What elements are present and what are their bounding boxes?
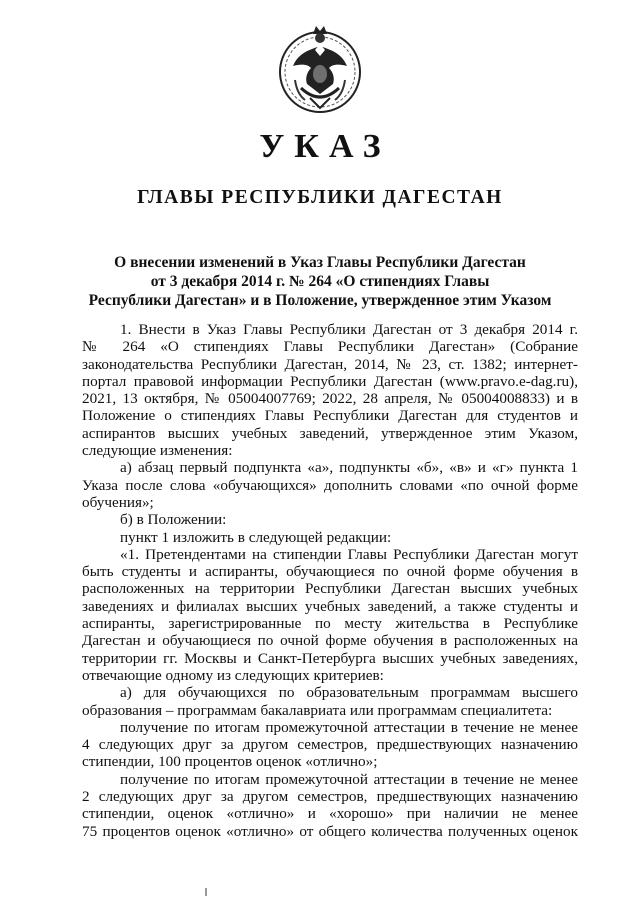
body-line: пункт 1 изложить в следующей редакции: [120, 528, 392, 546]
body-line: б) в Положении: [120, 511, 227, 529]
body-line: стипендии, оценок «отлично» и «хорошо» при наличии не менее [82, 805, 578, 823]
body-line: портал правовой информации Республики Дагестан (www.pravo.e-dag.ru), [82, 372, 578, 390]
body-line: Положение о стипендиях Главы Республики Дагестан для студентов и [82, 407, 578, 425]
body-line: 2 следующих друг за другом семестров, предшествующих назначению [82, 788, 578, 806]
body-line: заведениях и филиалах высших учебных заведений, а также студенты и [82, 597, 578, 615]
body-line: законодательства Республики Дагестан, 2014, № 23, ст. 1382; интернет- [82, 355, 578, 373]
body-line: 2021, 13 октября, № 05004007769; 2022, 28 апреля, № 05004008833) и в [82, 390, 578, 408]
body-line: отвечающие одному из следующих критериев: [82, 666, 384, 684]
coat-of-arms-emblem [275, 20, 365, 120]
document-body [82, 321, 578, 840]
body-line: получение по итогам промежуточной аттестации в течение не менее [120, 718, 578, 736]
body-line: Дагестан и обучающиеся по очной форме обучения в расположенных на [82, 632, 578, 650]
body-line: образования – программам бакалавриата или программам специалитета: [82, 701, 553, 719]
body-line: аспирантов высших учебных заведений, утвержденное этим Указом, [82, 424, 578, 442]
scan-artifact-mark [205, 888, 207, 896]
body-line: а) абзац первый подпункта «а», подпункты «б», «в» и «г» пункта 1 [120, 459, 578, 477]
body-line: обучения»; [82, 493, 154, 511]
heading-line: Республики Дагестан» и в Положение, утвержденное этим Указом [88, 292, 552, 309]
body-line: Указа после слова «обучающихся» дополнить словами «по очной форме [82, 476, 578, 494]
document-subtitle: ГЛАВЫ РЕСПУБЛИКИ ДАГЕСТАН [137, 187, 503, 208]
body-line: расположенных на территории Республики Дагестан высших учебных [82, 580, 578, 598]
body-line: территории гг. Москвы и Санкт-Петербурга высших учебных заведениях, [82, 649, 578, 667]
body-line: № 264 «О стипендиях Главы Республики Дагестан» (Собрание [82, 338, 578, 356]
body-line: а) для обучающихся по образовательным программам высшего [120, 684, 578, 702]
heading-line: О внесении изменений в Указ Главы Республики Дагестан [114, 254, 526, 271]
decree-heading [80, 253, 560, 310]
body-line: «1. Претендентами на стипендии Главы Республики Дагестан могут [120, 545, 578, 563]
body-line: быть студенты и аспиранты, обучающиеся по очной форме обучения в [82, 563, 578, 581]
body-line: 4 следующих друг за другом семестров, предшествующих назначению [82, 736, 578, 754]
document-title: УКАЗ [259, 128, 391, 165]
body-line: аспиранты, зарегистрированные по месту жительства в Республике [82, 615, 578, 633]
heading-line: от 3 декабря 2014 г. № 264 «О стипендиях Главы [150, 273, 490, 290]
body-line: стипендии, 100 процентов оценок «отлично»; [82, 753, 378, 771]
body-line: получение по итогам промежуточной аттестации в течение не менее [120, 770, 578, 788]
body-line: следующие изменения: [82, 442, 233, 460]
body-line: 1. Внести в Указ Главы Республики Дагестан от 3 декабря 2014 г. [120, 321, 578, 338]
body-line: 75 процентов оценок «отлично» от общего количества полученных оценок [82, 822, 578, 840]
